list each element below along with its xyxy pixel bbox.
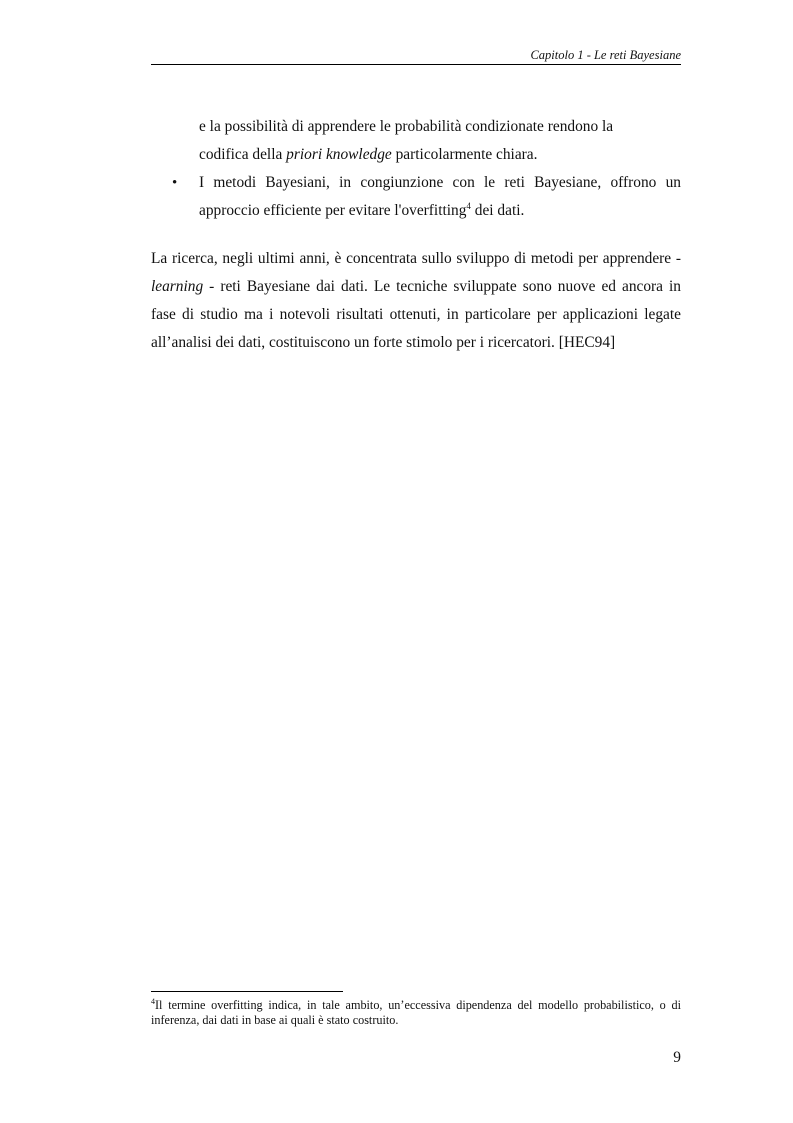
item2-text-pre: I metodi Bayesiani, in congiunzione con le reti Bayesiane, offrono un approccio efficiente per evitare l'overfitting [199,174,681,219]
running-header [151,48,681,65]
footnote-text: Il termine overfitting indica, in tale ambito, un’eccessiva dipendenza del modello probabilistico, o di inferenza, dai dati in base ai quali è stato costruito. [151,998,681,1027]
list-item-continuation [199,113,681,169]
bullet-icon: • [172,175,178,191]
footnote [151,998,681,1028]
item1-line2-post: particolarmente chiara. [391,146,538,163]
list-item [172,169,681,225]
paragraph-emphasis: learning [151,278,204,295]
paragraph-text-post: - reti Bayesiane dai dati. Le tecniche sviluppate sono nuove ed ancora in fase di studio ma i notevoli risultati ottenuti, in particolare per applicazioni legate all’analisi dei dati, costituiscono un forte stimolo per i ricercatori. [HEC94] [151,278,681,351]
footnote-reference: 4 [466,201,471,211]
footnote-number: 4 [151,997,155,1006]
page-body [151,113,681,357]
page-number: 9 [673,1049,681,1066]
paragraph-text-pre: La ricerca, negli ultimi anni, è concentrata sullo sviluppo di metodi per apprendere - [151,250,681,267]
item1-line1: e la possibilità di apprendere le probabilità condizionate rendono la [199,118,614,135]
chapter-title: Capitolo 1 - Le reti Bayesiane [530,48,681,62]
body-paragraph [151,245,681,357]
item1-emphasis: priori knowledge [286,146,392,163]
item1-line2-pre: codifica della [199,146,287,163]
item2-text-post: dei dati. [470,202,525,219]
footnote-divider [151,991,343,992]
